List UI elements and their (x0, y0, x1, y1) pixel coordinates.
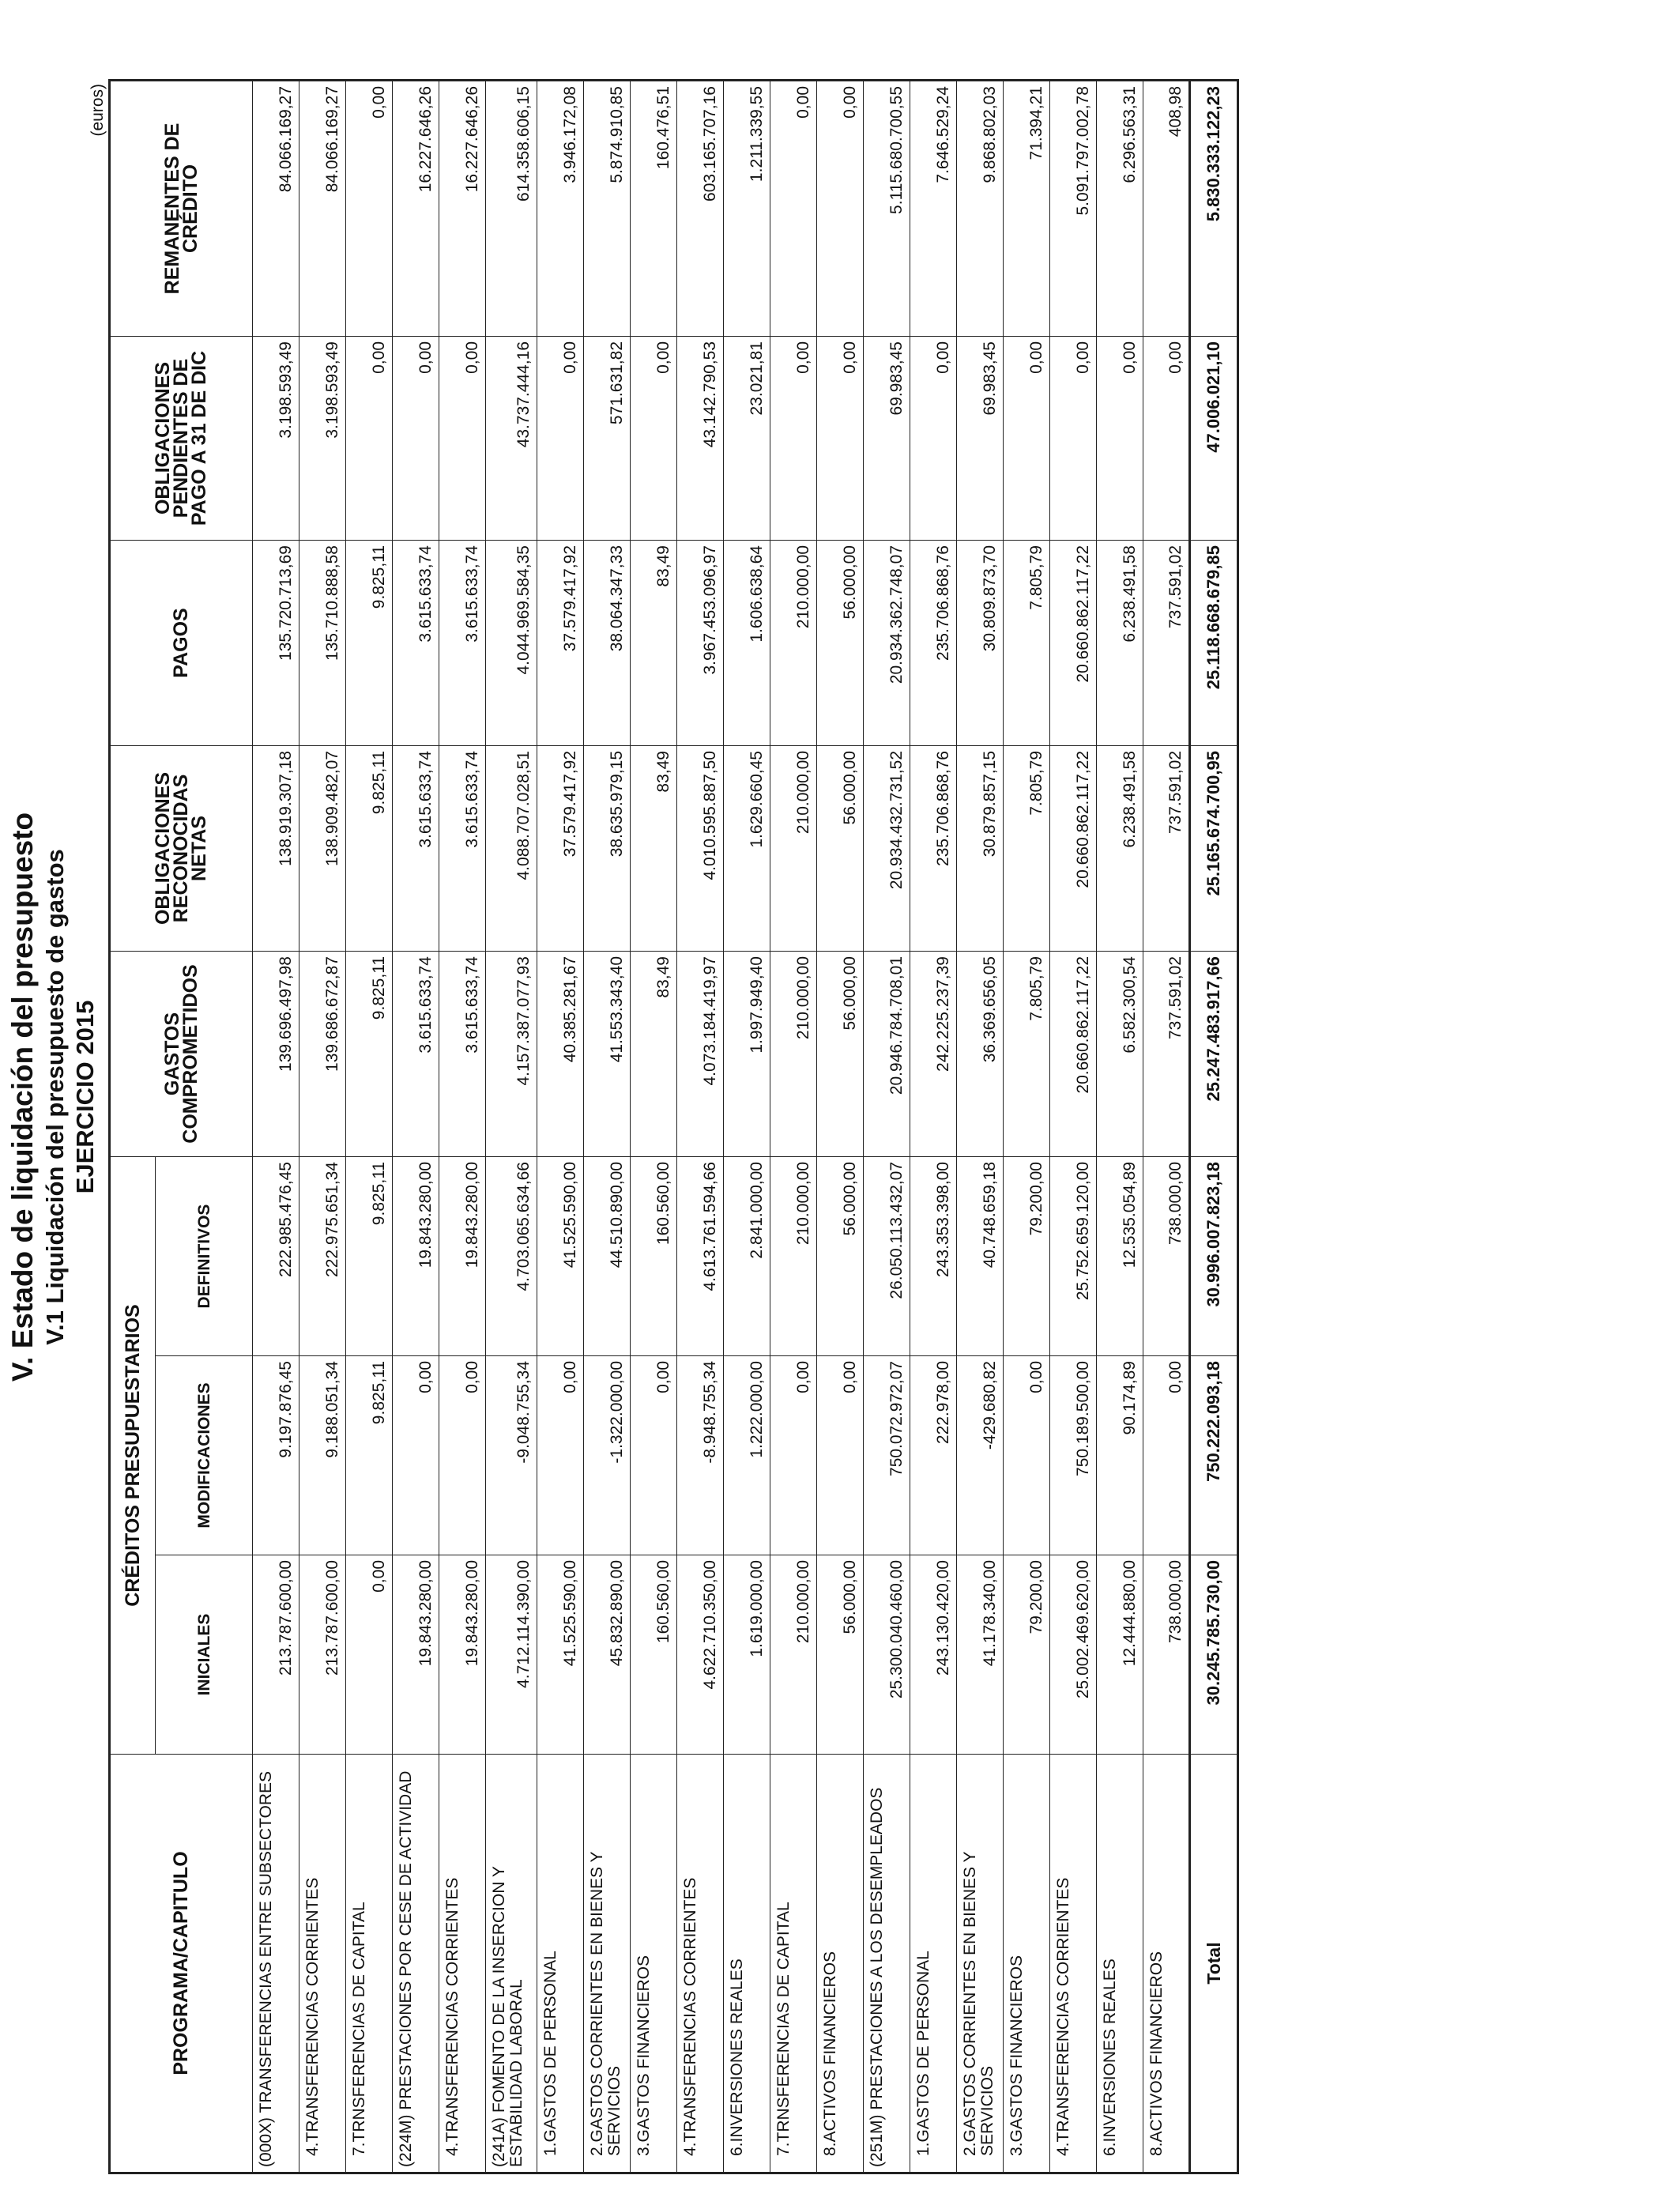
cell-modificaciones: -9.048.755,34 (486, 1356, 537, 1555)
cell-remanentes: 5.091.797.002,78 (1050, 81, 1097, 337)
cell-remanentes: 84.066.169,27 (299, 81, 346, 337)
header-definitivos: DEFINITIVOS (156, 1157, 253, 1356)
cell-iniciales: 12.444.880,00 (1097, 1555, 1143, 1755)
cell-pagos: 135.710.888,58 (299, 541, 346, 746)
cell-remanentes: 1.211.339,55 (724, 81, 770, 337)
cell-pendientes: 0,00 (439, 337, 486, 541)
cell-gastos: 56.000,00 (817, 952, 864, 1157)
cell-modificaciones: 0,00 (439, 1356, 486, 1555)
cell-remanentes: 0,00 (817, 81, 864, 337)
cell-pendientes: 0,00 (817, 337, 864, 541)
cell-gastos: 4.073.184.419,97 (677, 952, 724, 1157)
cell-iniciales: 0,00 (346, 1555, 393, 1755)
cell-iniciales: 41.178.340,00 (957, 1555, 1004, 1755)
cell-iniciales: 243.130.420,00 (910, 1555, 957, 1755)
cell-pagos: 3.615.633,74 (393, 541, 439, 746)
cell-gastos: 20.946.784.708,01 (864, 952, 910, 1157)
row-label: (224M) PRESTACIONES POR CESE DE ACTIVIDAD (393, 1755, 439, 2173)
cell-pendientes: 69.983,45 (864, 337, 910, 541)
budget-table (108, 79, 1239, 2174)
cell-definitivos: 738.000,00 (1143, 1157, 1190, 1356)
cell-definitivos: 160.560,00 (631, 1157, 677, 1356)
table-row (393, 81, 439, 2173)
table-row (817, 81, 864, 2173)
header-creditos-presupuestarios: CRÉDITOS PRESUPUESTARIOS (110, 1157, 156, 1755)
cell-pendientes: 0,00 (346, 337, 393, 541)
cell-modificaciones: 9.825,11 (346, 1356, 393, 1555)
cell-remanentes: 408,98 (1143, 81, 1190, 337)
cell-gastos: 6.582.300,54 (1097, 952, 1143, 1157)
cell-pagos: 737.591,02 (1143, 541, 1190, 746)
cell-modificaciones: 750.189.500,00 (1050, 1356, 1097, 1555)
cell-obligaciones: 37.579.417,92 (537, 746, 584, 952)
cell-gastos: 3.615.633,74 (439, 952, 486, 1157)
cell-obligaciones: 210.000,00 (770, 746, 817, 952)
cell-pendientes: 69.983,45 (957, 337, 1004, 541)
cell-pendientes: 0,00 (1004, 337, 1050, 541)
cell-pendientes: 571.631,82 (584, 337, 631, 541)
report-year: EJERCICIO 2015 (71, 1000, 99, 1194)
table-row (439, 81, 486, 2173)
cell-definitivos: 210.000,00 (770, 1157, 817, 1356)
total-iniciales: 30.245.785.730,00 (1190, 1555, 1238, 1755)
row-label: 6.INVERSIONES REALES (1097, 1755, 1143, 2173)
cell-pendientes: 0,00 (1143, 337, 1190, 541)
row-label: (000X) TRANSFERENCIAS ENTRE SUBSECTORES (253, 1755, 299, 2173)
cell-obligaciones: 20.660.862.117,22 (1050, 746, 1097, 952)
cell-remanentes: 71.394,21 (1004, 81, 1050, 337)
cell-definitivos: 44.510.890,00 (584, 1157, 631, 1356)
cell-modificaciones: 0,00 (537, 1356, 584, 1555)
cell-pendientes: 43.737.444,16 (486, 337, 537, 541)
cell-iniciales: 213.787.600,00 (299, 1555, 346, 1755)
cell-obligaciones: 1.629.660,45 (724, 746, 770, 952)
table-row (346, 81, 393, 2173)
cell-gastos: 737.591,02 (1143, 952, 1190, 1157)
row-label: 4.TRANSFERENCIAS CORRIENTES (677, 1755, 724, 2173)
table-row (910, 81, 957, 2173)
cell-definitivos: 40.748.659,18 (957, 1157, 1004, 1356)
cell-pendientes: 0,00 (631, 337, 677, 541)
total-pendientes: 47.006.021,10 (1190, 337, 1238, 541)
cell-iniciales: 210.000,00 (770, 1555, 817, 1755)
cell-pendientes: 0,00 (770, 337, 817, 541)
cell-definitivos: 243.353.398,00 (910, 1157, 957, 1356)
cell-modificaciones: 0,00 (770, 1356, 817, 1555)
cell-gastos: 4.157.387.077,93 (486, 952, 537, 1157)
cell-pagos: 37.579.417,92 (537, 541, 584, 746)
row-label: 6.INVERSIONES REALES (724, 1755, 770, 2173)
cell-definitivos: 222.975.651,34 (299, 1157, 346, 1356)
cell-definitivos: 12.535.054,89 (1097, 1157, 1143, 1356)
header-obligaciones-pendientes: OBLIGACIONES PENDIENTES DE PAGO A 31 DE DIC (110, 337, 253, 541)
cell-pendientes: 0,00 (393, 337, 439, 541)
table-row (677, 81, 724, 2173)
header-modificaciones: MODIFICACIONES (156, 1356, 253, 1555)
cell-iniciales: 41.525.590,00 (537, 1555, 584, 1755)
cell-remanentes: 7.646.529,24 (910, 81, 957, 337)
cell-definitivos: 4.613.761.594,66 (677, 1157, 724, 1356)
cell-gastos: 1.997.949,40 (724, 952, 770, 1157)
table-row (584, 81, 631, 2173)
cell-gastos: 41.553.343,40 (584, 952, 631, 1157)
header-obligaciones-reconocidas: OBLIGACIONES RECONOCIDAS NETAS (110, 746, 253, 952)
total-label: Total (1190, 1755, 1238, 2173)
row-label: 7.TRNSFERENCIAS DE CAPITAL (346, 1755, 393, 2173)
cell-modificaciones: -1.322.000,00 (584, 1356, 631, 1555)
cell-definitivos: 2.841.000,00 (724, 1157, 770, 1356)
cell-gastos: 139.696.497,98 (253, 952, 299, 1157)
row-label: 2.GASTOS CORRIENTES EN BIENES Y SERVICIOS (957, 1755, 1004, 2173)
cell-remanentes: 3.946.172,08 (537, 81, 584, 337)
cell-modificaciones: 0,00 (393, 1356, 439, 1555)
cell-iniciales: 19.843.280,00 (393, 1555, 439, 1755)
cell-gastos: 40.385.281,67 (537, 952, 584, 1157)
cell-definitivos: 19.843.280,00 (393, 1157, 439, 1356)
cell-remanentes: 5.115.680.700,55 (864, 81, 910, 337)
table-row (253, 81, 299, 2173)
cell-pagos: 3.967.453.096,97 (677, 541, 724, 746)
header-pagos: PAGOS (110, 541, 253, 746)
cell-iniciales: 1.619.000,00 (724, 1555, 770, 1755)
cell-pagos: 210.000,00 (770, 541, 817, 746)
cell-definitivos: 79.200,00 (1004, 1157, 1050, 1356)
cell-pagos: 235.706.868,76 (910, 541, 957, 746)
cell-gastos: 36.369.656,05 (957, 952, 1004, 1157)
table-row (537, 81, 584, 2173)
cell-pendientes: 3.198.593,49 (253, 337, 299, 541)
table-row (486, 81, 537, 2173)
cell-pendientes: 23.021,81 (724, 337, 770, 541)
table-row (1143, 81, 1190, 2173)
cell-pagos: 7.805,79 (1004, 541, 1050, 746)
cell-iniciales: 4.712.114.390,00 (486, 1555, 537, 1755)
cell-iniciales: 45.832.890,00 (584, 1555, 631, 1755)
cell-iniciales: 56.000,00 (817, 1555, 864, 1755)
cell-obligaciones: 3.615.633,74 (393, 746, 439, 952)
cell-modificaciones: 0,00 (1143, 1356, 1190, 1555)
cell-iniciales: 79.200,00 (1004, 1555, 1050, 1755)
table-row (1050, 81, 1097, 2173)
cell-gastos: 139.686.672,87 (299, 952, 346, 1157)
cell-remanentes: 0,00 (346, 81, 393, 337)
cell-definitivos: 41.525.590,00 (537, 1157, 584, 1356)
cell-modificaciones: 9.197.876,45 (253, 1356, 299, 1555)
cell-obligaciones: 138.919.307,18 (253, 746, 299, 952)
cell-pagos: 83,49 (631, 541, 677, 746)
cell-obligaciones: 7.805,79 (1004, 746, 1050, 952)
cell-gastos: 7.805,79 (1004, 952, 1050, 1157)
cell-modificaciones: 1.222.000,00 (724, 1356, 770, 1555)
cell-remanentes: 16.227.646,26 (393, 81, 439, 337)
cell-iniciales: 160.560,00 (631, 1555, 677, 1755)
row-label: 3.GASTOS FINANCIEROS (1004, 1755, 1050, 2173)
cell-obligaciones: 9.825,11 (346, 746, 393, 952)
cell-remanentes: 16.227.646,26 (439, 81, 486, 337)
cell-obligaciones: 3.615.633,74 (439, 746, 486, 952)
cell-iniciales: 19.843.280,00 (439, 1555, 486, 1755)
cell-pagos: 20.660.862.117,22 (1050, 541, 1097, 746)
cell-definitivos: 9.825,11 (346, 1157, 393, 1356)
table-row (1004, 81, 1050, 2173)
cell-remanentes: 614.358.606,15 (486, 81, 537, 337)
table-row (864, 81, 910, 2173)
table-row (724, 81, 770, 2173)
header-gastos-comprometidos: GASTOS COMPROMETIDOS (110, 952, 253, 1157)
cell-definitivos: 25.752.659.120,00 (1050, 1157, 1097, 1356)
cell-obligaciones: 30.879.857,15 (957, 746, 1004, 952)
cell-iniciales: 4.622.710.350,00 (677, 1555, 724, 1755)
cell-obligaciones: 56.000,00 (817, 746, 864, 952)
cell-remanentes: 84.066.169,27 (253, 81, 299, 337)
cell-remanentes: 6.296.563,31 (1097, 81, 1143, 337)
cell-modificaciones: 750.072.972,07 (864, 1356, 910, 1555)
cell-pagos: 38.064.347,33 (584, 541, 631, 746)
cell-pendientes: 0,00 (1097, 337, 1143, 541)
cell-gastos: 210.000,00 (770, 952, 817, 1157)
total-modificaciones: 750.222.093,18 (1190, 1356, 1238, 1555)
total-gastos: 25.247.483.917,66 (1190, 952, 1238, 1157)
row-label: 2.GASTOS CORRIENTES EN BIENES Y SERVICIOS (584, 1755, 631, 2173)
cell-pendientes: 0,00 (910, 337, 957, 541)
table-row (299, 81, 346, 2173)
row-label: 8.ACTIVOS FINANCIEROS (817, 1755, 864, 2173)
cell-modificaciones: 222.978,00 (910, 1356, 957, 1555)
report-subtitle: V.1 Liquidación del presupuesto de gastos (41, 849, 69, 1345)
cell-pagos: 9.825,11 (346, 541, 393, 746)
cell-obligaciones: 6.238.491,58 (1097, 746, 1143, 952)
cell-pagos: 135.720.713,69 (253, 541, 299, 746)
cell-obligaciones: 4.010.595.887,50 (677, 746, 724, 952)
cell-remanentes: 160.476,51 (631, 81, 677, 337)
row-label: 4.TRANSFERENCIAS CORRIENTES (1050, 1755, 1097, 2173)
cell-gastos: 9.825,11 (346, 952, 393, 1157)
cell-definitivos: 56.000,00 (817, 1157, 864, 1356)
cell-pagos: 56.000,00 (817, 541, 864, 746)
cell-pendientes: 3.198.593,49 (299, 337, 346, 541)
cell-obligaciones: 4.088.707.028,51 (486, 746, 537, 952)
total-pagos: 25.118.668.679,85 (1190, 541, 1238, 746)
row-label: (241A) FOMENTO DE LA INSERCION Y ESTABILIDAD LABORAL (486, 1755, 537, 2173)
row-label: 1.GASTOS DE PERSONAL (910, 1755, 957, 2173)
cell-remanentes: 5.874.910,85 (584, 81, 631, 337)
row-label: (251M) PRESTACIONES A LOS DESEMPLEADOS (864, 1755, 910, 2173)
row-label: 8.ACTIVOS FINANCIEROS (1143, 1755, 1190, 2173)
cell-gastos: 83,49 (631, 952, 677, 1157)
cell-remanentes: 603.165.707,16 (677, 81, 724, 337)
total-remanentes: 5.830.333.122,23 (1190, 81, 1238, 337)
cell-pendientes: 43.142.790,53 (677, 337, 724, 541)
cell-pendientes: 0,00 (537, 337, 584, 541)
units-label: (euros) (89, 84, 107, 137)
cell-modificaciones: 90.174,89 (1097, 1356, 1143, 1555)
cell-gastos: 3.615.633,74 (393, 952, 439, 1157)
cell-iniciales: 213.787.600,00 (253, 1555, 299, 1755)
cell-definitivos: 4.703.065.634,66 (486, 1157, 537, 1356)
cell-pagos: 30.809.873,70 (957, 541, 1004, 746)
cell-iniciales: 25.002.469.620,00 (1050, 1555, 1097, 1755)
header-iniciales: INICIALES (156, 1555, 253, 1755)
row-label: 7.TRNSFERENCIAS DE CAPITAL (770, 1755, 817, 2173)
row-label: 1.GASTOS DE PERSONAL (537, 1755, 584, 2173)
cell-obligaciones: 737.591,02 (1143, 746, 1190, 952)
table-row (1097, 81, 1143, 2173)
cell-obligaciones: 38.635.979,15 (584, 746, 631, 952)
header-remanentes: REMANENTES DE CRÉDITO (110, 81, 253, 337)
cell-pagos: 1.606.638,64 (724, 541, 770, 746)
header-programa: PROGRAMA/CAPITULO (110, 1755, 253, 2173)
cell-obligaciones: 235.706.868,76 (910, 746, 957, 952)
table-row (631, 81, 677, 2173)
cell-iniciales: 738.000,00 (1143, 1555, 1190, 1755)
cell-remanentes: 0,00 (770, 81, 817, 337)
cell-pagos: 3.615.633,74 (439, 541, 486, 746)
cell-pagos: 20.934.362.748,07 (864, 541, 910, 746)
cell-modificaciones: -429.680,82 (957, 1356, 1004, 1555)
total-obligaciones: 25.165.674.700,95 (1190, 746, 1238, 952)
cell-remanentes: 9.868.802,03 (957, 81, 1004, 337)
cell-modificaciones: 0,00 (631, 1356, 677, 1555)
cell-modificaciones: 0,00 (1004, 1356, 1050, 1555)
cell-iniciales: 25.300.040.460,00 (864, 1555, 910, 1755)
cell-gastos: 242.225.237,39 (910, 952, 957, 1157)
cell-modificaciones: 9.188.051,34 (299, 1356, 346, 1555)
cell-obligaciones: 138.909.482,07 (299, 746, 346, 952)
cell-definitivos: 19.843.280,00 (439, 1157, 486, 1356)
report-title: V. Estado de liquidación del presupuesto (6, 812, 39, 1382)
cell-pagos: 4.044.969.584,35 (486, 541, 537, 746)
row-label: 4.TRANSFERENCIAS CORRIENTES (299, 1755, 346, 2173)
cell-definitivos: 222.985.476,45 (253, 1157, 299, 1356)
row-label: 3.GASTOS FINANCIEROS (631, 1755, 677, 2173)
cell-obligaciones: 20.934.432.731,52 (864, 746, 910, 952)
total-row (1190, 81, 1238, 2173)
cell-definitivos: 26.050.113.432,07 (864, 1157, 910, 1356)
cell-obligaciones: 83,49 (631, 746, 677, 952)
row-label: 4.TRANSFERENCIAS CORRIENTES (439, 1755, 486, 2173)
cell-pagos: 6.238.491,58 (1097, 541, 1143, 746)
cell-gastos: 20.660.862.117,22 (1050, 952, 1097, 1157)
table-row (957, 81, 1004, 2173)
total-definitivos: 30.996.007.823,18 (1190, 1157, 1238, 1356)
cell-modificaciones: -8.948.755,34 (677, 1356, 724, 1555)
table-row (770, 81, 817, 2173)
cell-modificaciones: 0,00 (817, 1356, 864, 1555)
cell-pendientes: 0,00 (1050, 337, 1097, 541)
